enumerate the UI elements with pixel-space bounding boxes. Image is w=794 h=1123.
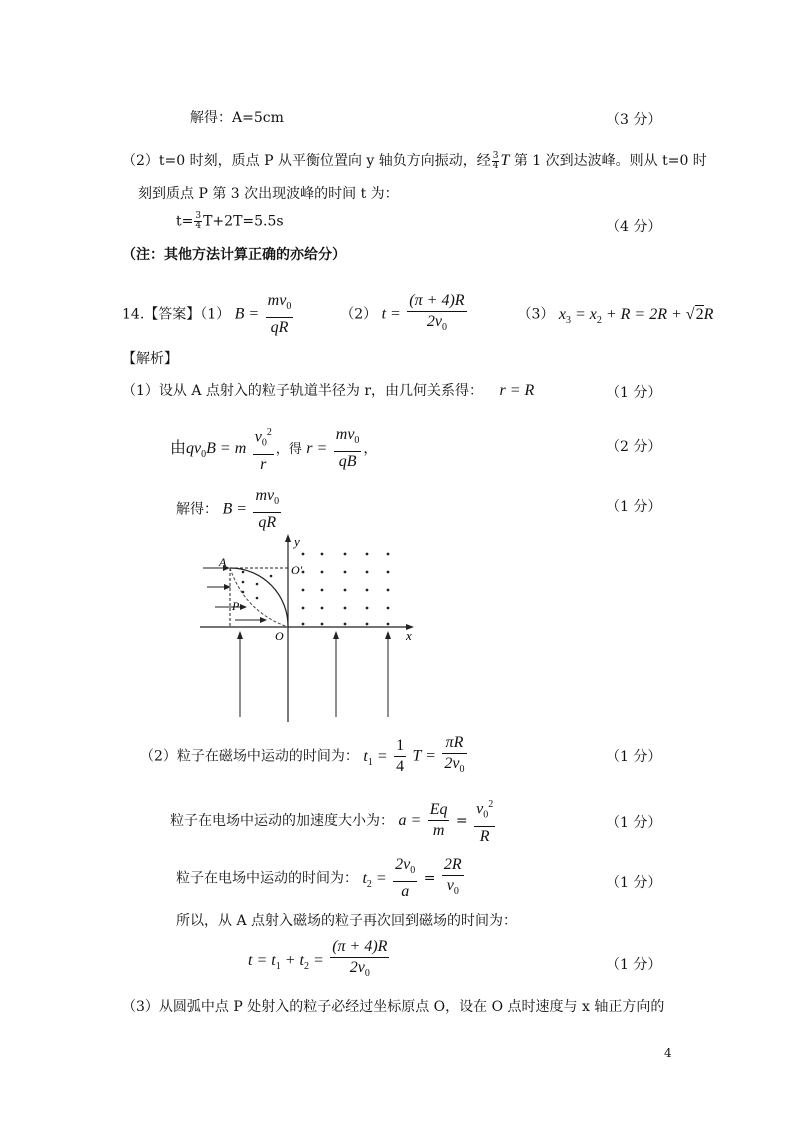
s1-eq: r = R (499, 382, 535, 399)
s3-frac (253, 487, 281, 532)
field-dot (366, 553, 369, 556)
p3-line: （3）从圆弧中点 P 处射入的粒子必经过坐标原点 O，设在 O 点时速度与 x 轴正方向的 (122, 999, 665, 1015)
field-dot (242, 581, 245, 584)
magnetic-dots (242, 553, 390, 626)
a2-lhs: t = (381, 305, 401, 323)
den: r (260, 455, 267, 473)
r-eq: r = (306, 439, 328, 457)
t2-text: 粒子在电场中运动的时间为： (176, 870, 358, 887)
field-dot (344, 623, 347, 626)
part2-line2: 刻到质点 P 第 3 次出现波峰的时间 t 为： (138, 186, 399, 202)
y-label: y (294, 534, 300, 549)
t-suffix: T+2T=5.5s (203, 213, 284, 230)
sub: 0 (459, 764, 465, 776)
frac-piR (442, 734, 466, 779)
a1-frac (266, 292, 294, 337)
eq: = (308, 951, 324, 969)
jiexi: 【解析】 (122, 351, 178, 367)
s2-score: （2 分） (606, 439, 662, 455)
sub: 0 (274, 496, 280, 508)
s1-line (122, 380, 534, 400)
part2-line (122, 150, 707, 171)
den: 4 (396, 758, 405, 776)
a-text: 粒子在电场中运动的加速度大小为： (170, 812, 394, 829)
frac-v0sq-R (474, 796, 495, 846)
frac-1-4 (394, 737, 406, 776)
rest: + R = 2R + (601, 305, 686, 323)
mid: ，得 (275, 441, 302, 457)
sup: 2 (488, 799, 494, 810)
sub: 0 (201, 448, 207, 460)
den: a (401, 883, 410, 901)
p2-text: （2）粒子在磁场中运动的时间为： (140, 748, 359, 765)
lhs: qv (186, 439, 202, 457)
end: R (703, 305, 714, 323)
t-equals: t= (176, 213, 194, 230)
field-dot (302, 623, 305, 626)
num: 2v (395, 856, 411, 873)
num: mv (255, 487, 275, 504)
tt-score: （1 分） (606, 957, 662, 973)
part2-suffix: 第 1 次到达波峰。则从 t=0 时 (509, 153, 707, 169)
den: qB (338, 453, 357, 471)
den: m (432, 822, 445, 840)
score-3: （3 分） (606, 112, 662, 128)
field-dot (270, 575, 273, 578)
num: (π + 4)R (330, 938, 389, 958)
tt-frac (330, 938, 389, 983)
t: t (363, 747, 368, 765)
field-dot (366, 607, 369, 610)
field-dot (256, 583, 259, 586)
s3-line (176, 487, 283, 532)
s1-score: （1 分） (606, 385, 662, 401)
num: Eq (428, 801, 450, 821)
den: 2v (349, 959, 365, 976)
num: πR (442, 734, 466, 754)
field-dot (366, 571, 369, 574)
sub: 0 (483, 809, 489, 821)
arrow-icon (240, 604, 247, 610)
label-O: O (275, 629, 284, 643)
q14-label: 14.【答案】（1） (122, 306, 231, 323)
t2-score: （1 分） (606, 875, 662, 891)
sub: 0 (410, 865, 416, 877)
field-dot (344, 553, 347, 556)
s3-score: （1 分） (606, 499, 662, 515)
t: t (362, 869, 367, 887)
field-dot (387, 571, 390, 574)
sub: 0 (354, 435, 360, 447)
field-dot (321, 553, 324, 556)
field-dot (321, 607, 324, 610)
num: v (254, 428, 262, 446)
den: R (479, 827, 490, 845)
lhs: t = t (248, 951, 276, 969)
field-dot (321, 623, 324, 626)
sub: 0 (453, 886, 459, 898)
sub: 2 (303, 960, 309, 972)
field-dot (387, 589, 390, 592)
arrow-icon (333, 631, 339, 639)
score-4: （4 分） (606, 219, 662, 235)
q14-p2: （2） (340, 306, 378, 323)
field-dot (302, 553, 305, 556)
dashed-arc (230, 568, 288, 627)
x-label: x (406, 628, 412, 643)
label-P: P (232, 599, 240, 613)
total-time (248, 938, 391, 983)
so-line: 所以，从 A 点射入磁场的粒子再次回到磁场的时间为： (176, 913, 518, 929)
t1: $t_1$ = (363, 747, 388, 768)
frac-3-4 (492, 152, 500, 171)
field-dot (366, 589, 369, 592)
sup: 2 (266, 427, 272, 438)
period-T: T (500, 152, 510, 169)
sub: 0 (286, 301, 292, 313)
arrow-icon (385, 631, 391, 639)
y-arrow-icon (285, 534, 291, 542)
lhs2: B = m (206, 439, 247, 457)
frac-2v0-a (393, 856, 417, 901)
T-eq: T = (412, 747, 436, 765)
field-dot (344, 607, 347, 610)
num: mv (267, 292, 287, 309)
tt-lhs (248, 951, 324, 972)
num: (π + 4)R (407, 292, 466, 312)
field-dot (302, 589, 305, 592)
arrow-icon (237, 631, 243, 639)
sub: 1 (367, 756, 373, 768)
num: 2R (442, 856, 464, 876)
a-lhs: a = (398, 811, 422, 829)
den: v (446, 877, 454, 894)
frac-3-4-b (194, 212, 202, 231)
frac-2R-v0 (442, 856, 464, 901)
field-dot (366, 623, 369, 626)
den: qR (258, 514, 277, 532)
sub: 0 (364, 968, 370, 980)
solve-line-a (190, 107, 284, 127)
solid-arc (230, 568, 288, 627)
p2-line (140, 734, 469, 779)
s2-lhs (186, 439, 247, 460)
solve-a-text: 解得：A=5cm (190, 110, 284, 126)
s3-text: 解得： (176, 501, 218, 518)
a3-eq: $x_3 = x_2 + R = 2R + √2R$ (558, 305, 714, 326)
field-dot (344, 589, 347, 592)
field-dot (321, 589, 324, 592)
plus: + t (280, 951, 304, 969)
field-dot (256, 597, 259, 600)
you: 由 (170, 437, 187, 457)
a-score: （1 分） (606, 815, 662, 831)
accel-line: 粒子在电场中运动的加速度大小为： a = $\frac{Eq}{m}$ = $\frac{v_0^2}{R}$ (170, 796, 497, 846)
den: qR (270, 319, 289, 337)
part2-prefix: （2）t=0 时刻，质点 P 从平衡位置向 y 轴负方向振动，经 (122, 153, 491, 169)
field-dot (344, 571, 347, 574)
s1-text: （1）设从 A 点射入的粒子轨道半径为 r，由几何关系得： (122, 383, 484, 399)
p2-score: （1 分） (606, 749, 662, 765)
den: 2v (444, 755, 460, 772)
label-O1: O′ (291, 563, 303, 577)
a2-frac (407, 292, 466, 337)
sub: 3 (565, 314, 571, 326)
num: 1 (394, 737, 406, 757)
field-dot (321, 571, 324, 574)
s2-frac2 (334, 426, 362, 471)
sub: 0 (441, 322, 447, 334)
t2-line: 粒子在电场中运动的时间为： $t_2$ = $\frac{2v_0}{a}$ = $\frac{2R}{v_0}$ (176, 856, 462, 901)
eq: = x (570, 305, 597, 323)
q14-p3: （3） (517, 306, 555, 323)
frac-num: 3 (492, 150, 499, 161)
field-dot (387, 623, 390, 626)
sub: 2 (596, 314, 602, 326)
x3: x (558, 305, 566, 323)
den: 2v (426, 313, 442, 330)
s3-lhs: B = (222, 500, 248, 518)
t2: $t_2$ = (362, 869, 387, 890)
s2-frac1 (253, 424, 274, 474)
field-dot (387, 607, 390, 610)
note: （注：其他方法计算正确的亦给分） (122, 247, 346, 263)
field-dot (302, 607, 305, 610)
label-A: A (219, 555, 227, 569)
field-dot (242, 591, 245, 594)
s2-line (170, 424, 377, 474)
page-number: 4 (664, 1046, 672, 1060)
end: ， (363, 440, 378, 457)
arrow-icon (260, 617, 267, 623)
sqrt: 2 (695, 305, 704, 323)
sub: 1 (275, 960, 281, 972)
frac-den: 4 (492, 160, 499, 171)
frac-num: 3 (195, 211, 202, 221)
q14-answer (122, 292, 713, 337)
frac-Eq-m (428, 801, 450, 840)
sub: 2 (366, 878, 372, 890)
a1-lhs: B = (234, 305, 260, 323)
time-formula (176, 212, 284, 231)
sub: 0 (261, 437, 267, 449)
field-dot (387, 553, 390, 556)
frac-den: 4 (195, 221, 202, 231)
field-diagram (195, 532, 425, 724)
num: mv (335, 426, 355, 444)
field-dot (242, 571, 245, 574)
num: v (476, 800, 484, 818)
